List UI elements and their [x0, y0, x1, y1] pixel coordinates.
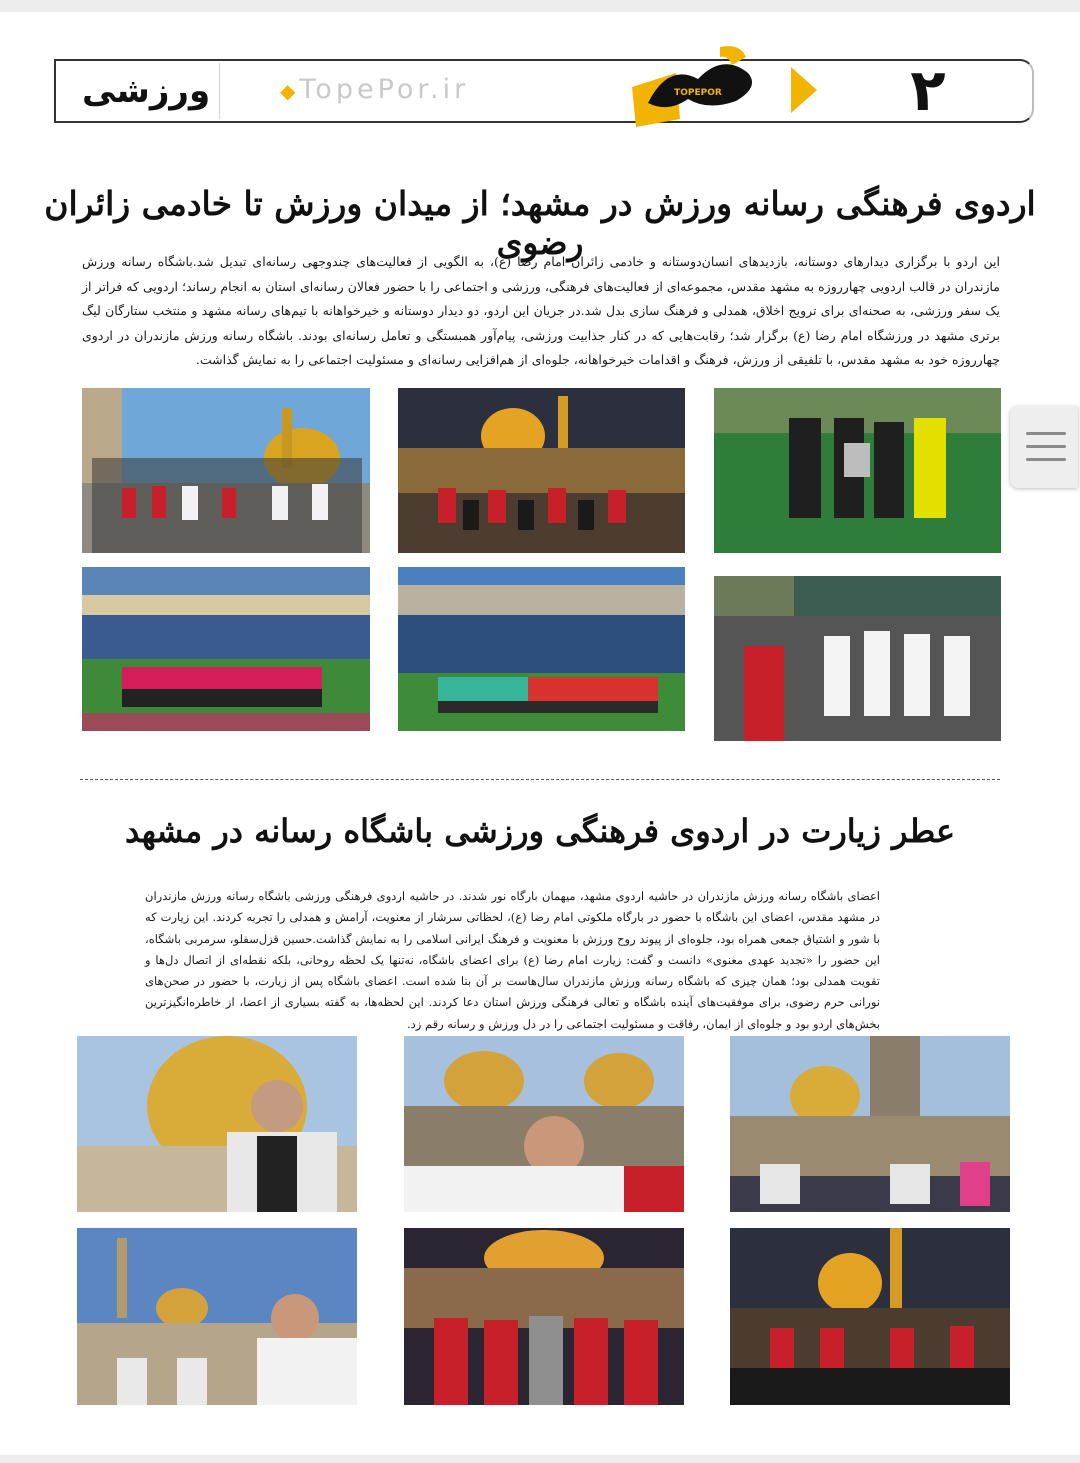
photo-pitch-award[interactable] — [714, 388, 1001, 553]
logo — [628, 43, 770, 131]
article-1-body: این اردو با برگزاری دیدارهای دوستانه، بازدیدهای انسان‌دوستانه و خادمی زائران امام رضا (ع)، به الگویی از فعالیت‌های چندوجهی رسانه‌ای تبدیل شد.باشگاه رسانه ورزش مازندران در قالب اردویی چهارروزه به مشهد مقدس، مجموعه‌ای از فعالیت‌های فرهنگی، ورزشی و اجتماعی را با حضور فعالان رسانه‌ای استان به انجام رساند؛ اردویی که فراتر از یک سفر ورزشی، به صحنه‌ای برای ترویج اخلاق، همدلی و فرهنگ سازی بدل شد.در جریان این اردو، دو دیدار دوستانه و خیرخواهانه با تیم‌های رسانه مشهد و منتخب ستارگان لیگ برتری مشهد در ورزشگاه امام رضا (ع) برگزار شد؛ رقابت‌هایی که در کنار جذابیت ورزشی، پیام‌آور همبستگی و تعامل رسانه‌ای بودند. باشگاه رسانه ورزش مازندران در اردوی چهارروزه خود به مشهد مقدس، با تلفیقی از ورزش، فرهنگ و اقدامات خیرخواهانه، جلوه‌ای از هم‌افزایی رسانه‌ای و مسئولیت اجتماعی را به نمایش گذاشت. — [82, 254, 1000, 367]
article-2-title: عطر زیارت در اردوی فرهنگی ورزشی باشگاه رسانه در مشهد — [124, 812, 956, 850]
photo-stadium-two-teams[interactable] — [398, 567, 685, 731]
diamond-icon: ◆ — [280, 79, 296, 103]
article-2-body: اعضای باشگاه رسانه ورزش مازندران در حاشیه اردوی مشهد، میهمان بارگاه نور شدند. در حاشیه اردوی فرهنگی ورزشی باشگاه رسانه ورزش مازندران در مشهد مقدس، اعضای این باشگاه با حضور در بارگاه ملکوتی امام رضا (ع)، لحظاتی سرشار از معنویت، آرامش و همدلی را تجربه کردند. این زیارت که با شور و اشتیاق جمعی همراه بود، جلوه‌ای از پیوند روح ورزش با معنویت و فرهنگ ایرانی اسلامی را به نمایش گذاشت.حسین قزل‌سفلو، سرمربی باشگاه، این حضور را «تجدید عهدی معنوی» دانست و گفت: زیارت امام رضا (ع) برای اعضای باشگاه، نه‌تنها یک لحظه روحانی، بلکه نقطه‌ای از اتصال دل‌ها و تقویت همدلی بود؛ همان چیزی که باشگاه رسانه ورزش مازندران سال‌هاست بر آن بنا شده است. اعضای باشگاه پس از زیارت، با حضور در صحن‌های نورانی حرم رضوی، برای موفقیت‌های آینده باشگاه و تعالی فرهنگی ورزش استان دعا کردند. این لحظه‌ها، به گفته بسیاری از اعضا، از خاطره‌انگیزترین بخش‌های اردو بود و جلوه‌ای از ایمان، رفاقت و مسئولیت اجتماعی را در دل ورزش و رسانه رقم زد. — [145, 889, 880, 1031]
menu-icon[interactable] — [1010, 406, 1078, 488]
photo-night-red-jackets[interactable] — [404, 1228, 684, 1405]
photo-selfie-sunglasses[interactable] — [404, 1036, 684, 1212]
photo-charity-outdoor[interactable] — [714, 576, 1001, 741]
section-title: ورزشی — [82, 71, 211, 111]
site-url[interactable] — [280, 73, 469, 107]
page-number: ۲ — [910, 56, 946, 124]
photo-night-shrine-group[interactable] — [730, 1228, 1010, 1405]
site-url-text: TopePor.ir — [299, 74, 470, 105]
page-header — [54, 56, 1034, 124]
page — [0, 12, 1080, 1455]
section-separator — [80, 779, 1000, 780]
photo-courtyard-group[interactable] — [730, 1036, 1010, 1212]
header-divider — [219, 63, 220, 119]
photo-selfie-gold-dome[interactable] — [77, 1036, 357, 1212]
photo-stadium-team-red[interactable] — [82, 567, 370, 731]
arrow-icon — [791, 67, 817, 113]
article-1-title: اردوی فرهنگی رسانه ورزش در مشهد؛ از میدان ورزش تا خادمی زائران رضوی — [44, 184, 1036, 262]
photo-selfie-courtyard[interactable] — [77, 1228, 357, 1405]
photo-group-shrine-dome[interactable] — [82, 388, 370, 553]
svg-text:TOPEPOR: TOPEPOR — [674, 88, 722, 98]
photo-night-shrine-team[interactable] — [398, 388, 685, 553]
